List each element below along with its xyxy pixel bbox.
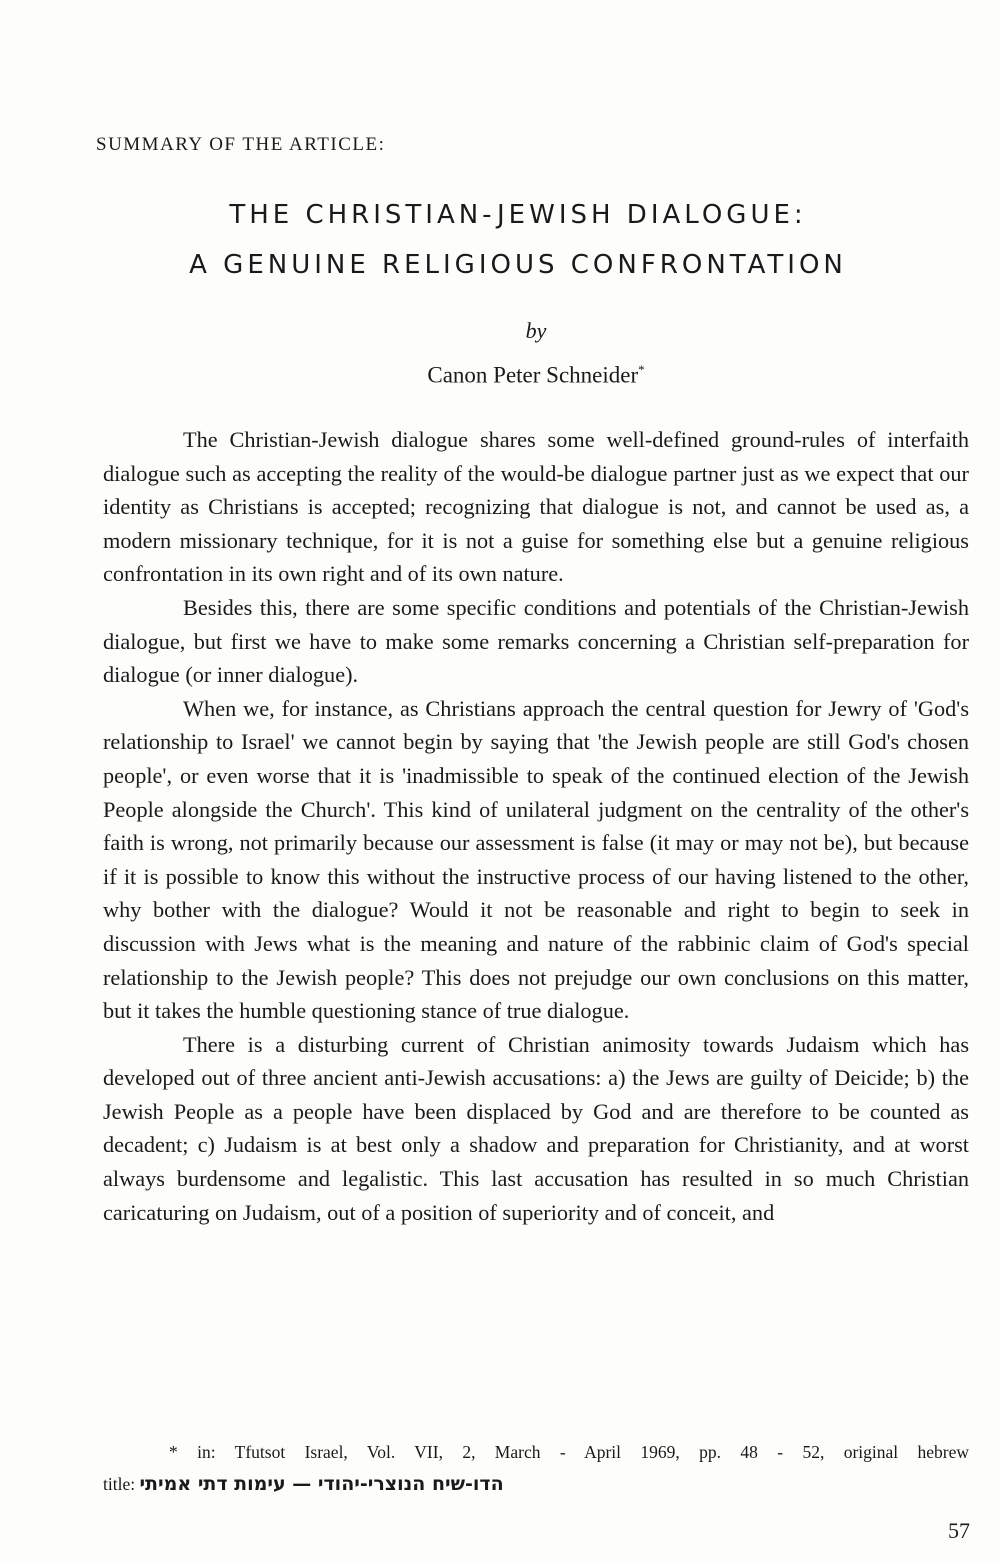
article-title-line-1: THE CHRISTIAN-JEWISH DIALOGUE: bbox=[229, 200, 807, 230]
page-number: 57 bbox=[948, 1518, 970, 1543]
article-body bbox=[103, 423, 969, 1229]
author-line bbox=[0, 362, 1000, 389]
hebrew-title: הדו-שיח הנוצרי-יהודי — עימות דתי אמיתי bbox=[139, 1473, 504, 1495]
footnote-citation: * in: Tfutsot Israel, Vol. VII, 2, March - April 1969, pp. 48 - 52, original hebrew bbox=[169, 1442, 969, 1462]
author-name: Canon Peter Schneider bbox=[427, 362, 639, 388]
author-footnote-marker: * bbox=[638, 362, 645, 377]
paragraph: The Christian-Jewish dialogue shares some well-defined ground-rules of interfaith dialogue such as accepting the reality of the would-be dialogue partner just as we expect that our identity as Christians is accepted; recognizing that dialogue is not, and cannot be used as, a modern missionary technique, for it is not a guise for something else but a genuine religious confrontation in its own right and of its own nature. bbox=[103, 427, 969, 587]
paragraph: Besides this, there are some specific conditions and potentials of the Christian-Jewish dialogue, but first we have to make some remarks concerning a Christian self-preparation for dialogue (or inner dialogue). bbox=[103, 594, 969, 688]
paragraph: When we, for instance, as Christians approach the central question for Jewry of 'God's relationship to Israel' we cannot begin by saying that 'the Jewish people are still God's chosen people', or even worse that it is 'inadmissible to speak of the continued election of the Jewish People alongside the Church'. This kind of unilateral judgment on the centrality of the other's faith is wrong, not primarily because our assessment is false (it may or may not be), but because if it is possible to know this without the instructive process of our having listened to the other, why bother with the dialogue? Would it not be reasonable and right to begin to seek in discussion with Jews what is the meaning and nature of the rabbinic claim of God's special relationship to the Jewish people? This does not prejudge our own conclusions on this matter, but it takes the humble questioning stance of true dialogue. bbox=[103, 695, 969, 1024]
paragraph: There is a disturbing current of Christian animosity towards Judaism which has developed out of three ancient anti-Jewish accusations: a) the Jews are guilty of Deicide; b) the Jewish People as a people have been displaced by God and are therefore to be counted as decadent; c) Judaism is at best only a shadow and preparation for Christianity, and at worst always burdensome and legalistic. This last accusation has resulted in so much Christian caricaturing on Judaism, out of a position of superiority and of conceit, and bbox=[103, 1031, 969, 1225]
footnote-title-label: title: bbox=[103, 1474, 136, 1494]
article-title-line-2: A GENUINE RELIGIOUS CONFRONTATION bbox=[189, 250, 847, 280]
summary-label: SUMMARY OF THE ARTICLE: bbox=[96, 134, 386, 155]
footnote bbox=[103, 1436, 969, 1500]
byline-by: by bbox=[525, 318, 547, 343]
footnote-original-title bbox=[103, 1468, 969, 1500]
